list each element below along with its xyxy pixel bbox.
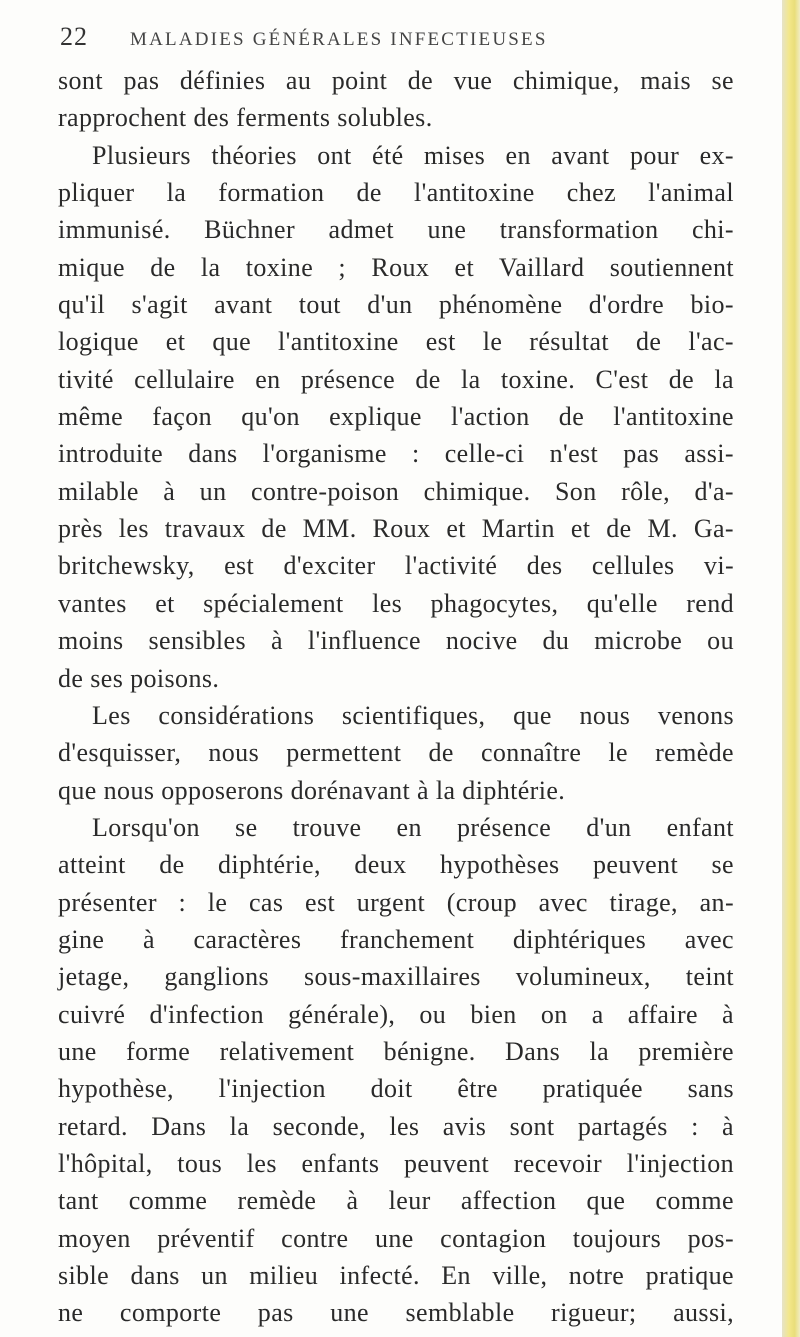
text-line: tivité cellulaire en présence de la toxine. C'est de la [58,364,734,394]
text-line: vantes et spécialement les phagocytes, qu'elle rend [58,588,734,618]
text-line: près les travaux de MM. Roux et Martin et de M. Ga- [58,514,734,544]
page-number: 22 [60,22,88,51]
text-line: Les considérations scientifiques, que nous venons [92,700,734,730]
running-head: MALADIES GÉNÉRALES INFECTIEUSES [130,29,548,50]
text-line: une forme relativement bénigne. Dans la première [58,1036,734,1066]
text-line: Plusieurs théories ont été mises en avant pour ex- [92,140,734,170]
text-line: logique et que l'antitoxine est le résultat de l'ac- [58,327,734,357]
text-line: moins sensibles à l'influence nocive du microbe ou [58,626,734,656]
text-line: immunisé. Büchner admet une transformation chi- [58,215,734,245]
body-text [58,62,734,1332]
text-line: milable à un contre-poison chimique. Son rôle, d'a- [58,476,734,506]
text-line: jetage, ganglions sous-maxillaires volumineux, teint [58,962,734,992]
text-line: que nous opposerons dorénavant à la diphtérie. [58,775,566,805]
text-line: mique de la toxine ; Roux et Vaillard soutiennent [58,252,734,282]
text-line: retard. Dans la seconde, les avis sont partagés : à [58,1111,734,1141]
text-line: rapprochent des ferments solubles. [58,103,433,133]
page-header [60,22,700,52]
text-line: britchewsky, est d'exciter l'activité des cellules vi- [58,551,734,581]
text-line: sont pas définies au point de vue chimique, mais se [58,66,734,95]
page-edge-decoration [782,0,800,1337]
text-line: tant comme remède à leur affection que comme [58,1186,734,1216]
text-line: Lorsqu'on se trouve en présence d'un enfant [92,812,734,842]
text-line: sible dans un milieu infecté. En ville, notre pratique [58,1261,734,1290]
text-line: de ses poisons. [58,663,220,693]
text-line: cuivré d'infection générale), ou bien on a affaire à [58,999,734,1029]
text-line: qu'il s'agit avant tout d'un phénomène d'ordre bio- [58,290,734,320]
text-line: pliquer la formation de l'antitoxine chez l'animal [58,178,734,208]
text-line: gine à caractères franchement diphtériques avec [58,924,734,954]
text-line: même façon qu'on explique l'action de l'antitoxine [58,402,734,432]
text-line: introduite dans l'organisme : celle-ci n'est pas assi- [58,439,734,469]
text-line: d'esquisser, nous permettent de connaître le remède [58,738,734,768]
text-line: moyen préventif contre une contagion toujours pos- [58,1223,734,1253]
text-line: présenter : le cas est urgent (croup avec tirage, an- [58,887,734,917]
text-line: atteint de diphtérie, deux hypothèses peuvent se [58,850,734,880]
text-line: ne comporte pas une semblable rigueur; aussi, [58,1298,734,1328]
text-line: l'hôpital, tous les enfants peuvent recevoir l'injection [58,1148,734,1178]
text-line: hypothèse, l'injection doit être pratiquée sans [58,1074,734,1104]
